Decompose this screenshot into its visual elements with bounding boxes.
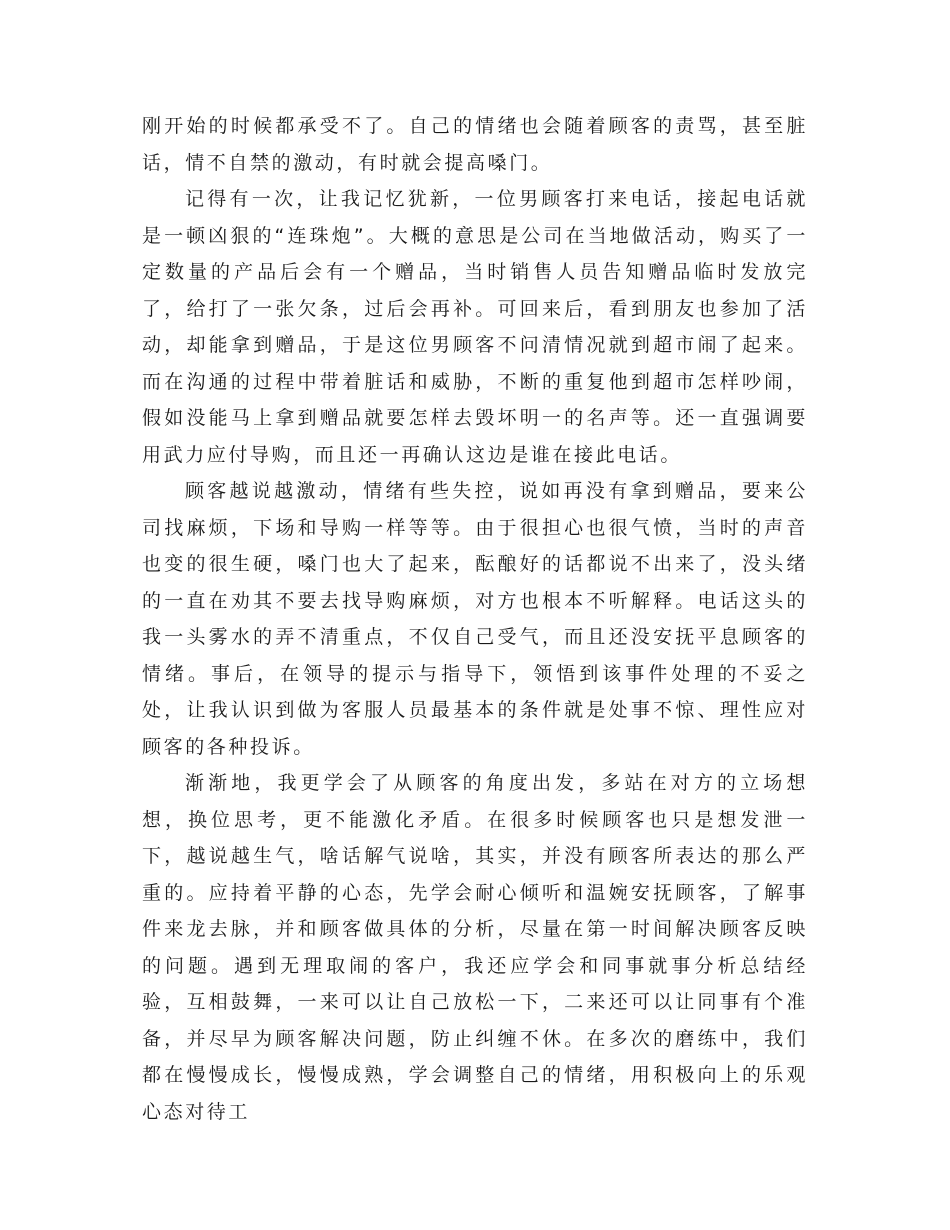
paragraph-4: 渐渐地，我更学会了从顾客的角度出发，多站在对方的立场想想，换位思考，更不能激化矛盾。在很多时候顾客也只是想发泄一下，越说越生气，啥话解气说啥，其实，并没有顾客所表达的那么严重的。应持着平静的心态，先学会耐心倾听和温婉安抚顾客，了解事件来龙去脉，并和顾客做具体的分析，尽量在第一时间解决顾客反映的问题。遇到无理取闹的客户，我还应学会和同事就事分析总结经验，互相鼓舞，一来可以让自己放松一下，二来还可以让同事有个准备，并尽早为顾客解决问题，防止纠缠不休。在多次的磨练中，我们都在慢慢成长，慢慢成熟，学会调整自己的情绪，用积极向上的乐观心态对待工 xyxy=(142,772,808,1123)
paragraph-3: 顾客越说越激动，情绪有些失控，说如再没有拿到赠品，要来公司找麻烦，下场和导购一样等等。由于很担心也很气愤，当时的声音也变的很生硬，嗓门也大了起来，酝酿好的话都说不出来了，没头绪的一直在劝其不要去找导购麻烦，对方也根本不听解释。电话这头的我一头雾水的弄不清重点，不仅自己受气，而且还没安抚平息顾客的情绪。事后，在领导的提示与指导下，领悟到该事件处理的不妥之处，让我认识到做为客服人员最基本的条件就是处事不惊、理性应对顾客的各种投诉。 xyxy=(142,480,808,758)
document-body xyxy=(142,108,808,1130)
paragraph-2: 记得有一次，让我记忆犹新，一位男顾客打来电话，接起电话就是一顿凶狠的“连珠炮”。大概的意思是公司在当地做活动，购买了一定数量的产品后会有一个赠品，当时销售人员告知赠品临时发放完了，给打了一张欠条，过后会再补。可回来后，看到朋友也参加了活动，却能拿到赠品，于是这位男顾客不问清情况就到超市闹了起来。而在沟通的过程中带着脏话和威胁，不断的重复他到超市怎样吵闹，假如没能马上拿到赠品就要怎样去毁坏明一的名声等。还一直强调要用武力应付导购，而且还一再确认这边是谁在接此电话。 xyxy=(142,188,808,466)
paragraph-1: 刚开始的时候都承受不了。自己的情绪也会随着顾客的责骂，甚至脏话，情不自禁的激动，有时就会提高嗓门。 xyxy=(142,115,808,174)
